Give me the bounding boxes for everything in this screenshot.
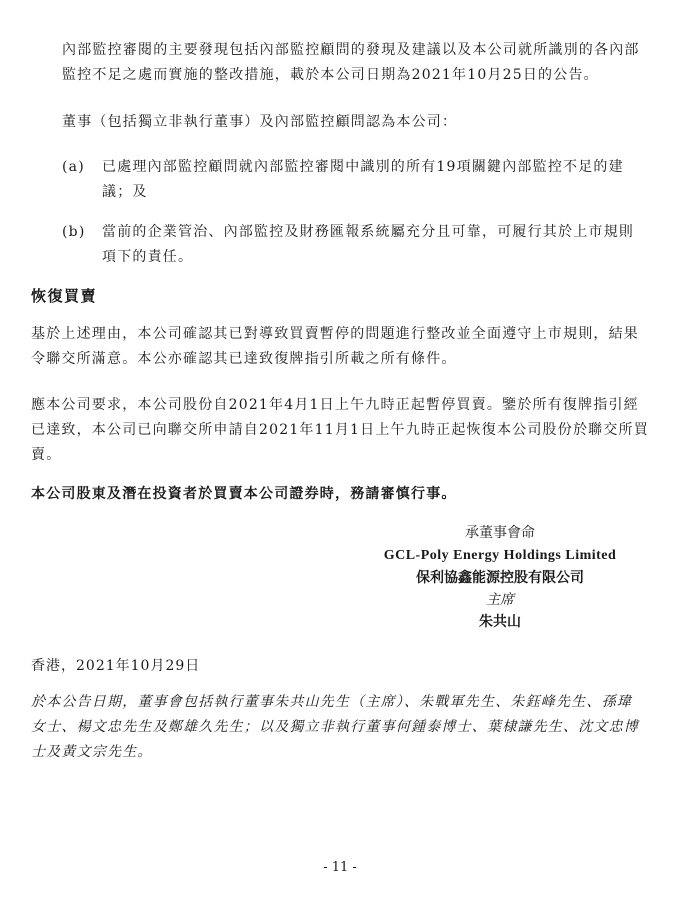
board-composition-note: 於本公告日期，董事會包括執行董事朱共山先生（主席）、朱戰軍先生、朱鈺峰先生、孫瑋女士、楊文忠先生及鄭雄久先生；以及獨立非執行董事何鍾泰博士、葉棣謙先生、沈文忠博士及黃文宗先生。 — [31, 694, 639, 760]
signature-title: 主席 — [486, 592, 514, 608]
section-heading: 恢復買賣 — [31, 287, 98, 305]
list-item-text: 已處理內部監控顧問就內部監控審閱中識別的所有19項關鍵內部監控不足的建議；及 — [102, 159, 624, 200]
page-number: - 11 - — [323, 860, 357, 875]
list-item-label: (b) — [62, 224, 86, 240]
date-line: 香港，2021年10月29日 — [31, 658, 201, 674]
list-item-label: (a) — [62, 159, 85, 175]
signature-name: 朱共山 — [479, 614, 521, 630]
signature-line1: 承董事會命 — [465, 525, 535, 541]
paragraph-confirmation: 基於上述理由，本公司確認其已對導致買賣暫停的問題進行整改並全面遵守上市規則，結果令聯交所滿意。本公亦確認其已達致復牌指引所載之所有條件。 — [31, 326, 639, 367]
paragraph-resumption: 應本公司要求，本公司股份自2021年4月1日上午九時正起暫停買賣。鑒於所有復牌指引經已達致，本公司已向聯交所申請自2021年11月1日上午九時正起恢復本公司股份於聯交所買賣。 — [31, 397, 649, 463]
signature-company-zh: 保利協鑫能源控股有限公司 — [416, 570, 584, 586]
list-item-text: 當前的企業管治、內部監控及財務匯報系統屬充分且可靠，可履行其於上市規則項下的責任。 — [102, 224, 634, 265]
paragraph-findings: 內部監控審閱的主要發現包括內部監控顧問的發現及建議以及本公司就所識別的各內部監控不足之處而實施的整改措施，載於本公司日期為2021年10月25日的公告。 — [62, 42, 640, 83]
paragraph-caution: 本公司股東及潛在投資者於買賣本公司證券時，務請審慎行事。 — [31, 486, 457, 502]
paragraph-directors-view: 董事（包括獨立非執行董事）及內部監控顧問認為本公司： — [62, 114, 458, 130]
signature-company-en: GCL-Poly Energy Holdings Limited — [383, 548, 617, 563]
